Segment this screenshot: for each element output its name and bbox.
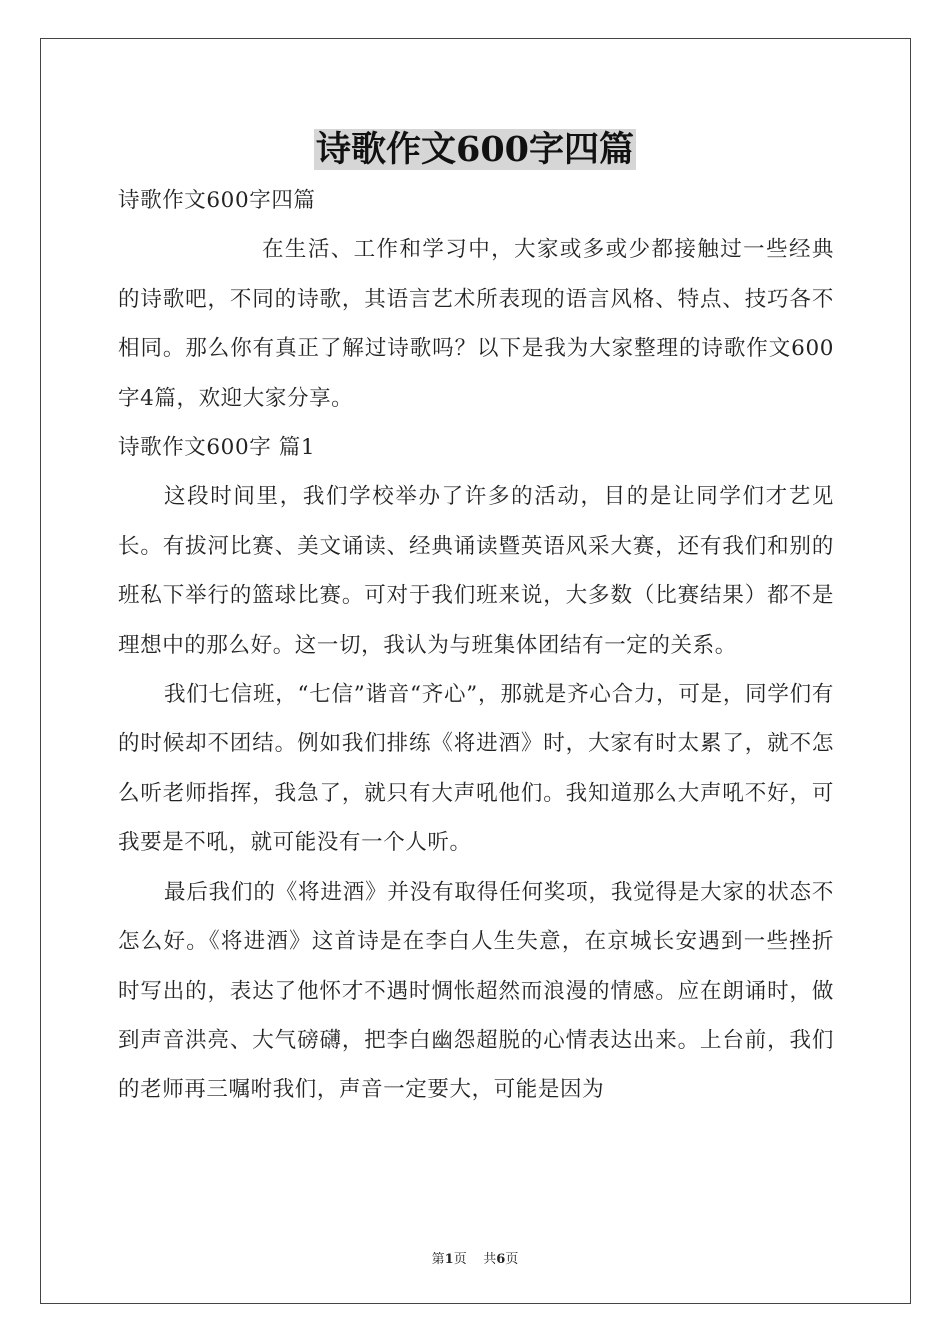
document-body (118, 176, 834, 1115)
page-footer (0, 1248, 950, 1267)
body-paragraph-1: 这段时间里，我们学校举办了许多的活动，目的是让同学们才艺见长。有拔河比赛、美文诵读、经典诵读暨英语风采大赛，还有我们和别的班私下举行的篮球比赛。可对于我们班来说，大多数（比赛结果）都不是理想中的那么好。这一切，我认为与班集体团结有一定的关系。 (118, 484, 834, 658)
document-title-text: 诗歌作文600字四篇 (315, 129, 635, 170)
footer-page-suffix: 页 (453, 1252, 467, 1267)
document-title (0, 126, 950, 174)
footer-page-prefix: 第 (431, 1252, 445, 1267)
body-paragraph-2: 我们七信班，“七信”谐音“齐心”，那就是齐心合力，可是，同学们有的时候却不团结。例如我们排练《将进酒》时，大家有时太累了，就不怎么听老师指挥，我急了，就只有大声吼他们。我知道那么大声吼不好，可我要是不吼，就可能没有一个人听。 (118, 682, 834, 856)
footer-current-page: 1 (444, 1252, 454, 1267)
footer-total-pages: 6 (496, 1252, 506, 1267)
body-paragraph-3: 最后我们的《将进酒》并没有取得任何奖项，我觉得是大家的状态不怎么好。《将进酒》这首诗是在李白人生失意，在京城长安遇到一些挫折时写出的，表达了他怀才不遇时惆怅超然而浪漫的情感。应在朗诵时，做到声音洪亮、大气磅礴，把李白幽怨超脱的心情表达出来。上台前，我们的老师再三嘱咐我们，声音一定要大，可能是因为 (118, 879, 834, 1103)
intro-paragraph: 在生活、工作和学习中，大家或多或少都接触过一些经典的诗歌吧，不同的诗歌，其语言艺术所表现的语言风格、特点、技巧各不相同。那么你有真正了解过诗歌吗？以下是我为大家整理的诗歌作文600字4篇，欢迎大家分享。 (118, 237, 834, 411)
document-subtitle: 诗歌作文600字四篇 (118, 188, 316, 213)
footer-total-suffix: 页 (505, 1252, 519, 1267)
section-heading: 诗歌作文600字 篇1 (118, 435, 316, 461)
footer-total-prefix: 共 (483, 1252, 497, 1267)
